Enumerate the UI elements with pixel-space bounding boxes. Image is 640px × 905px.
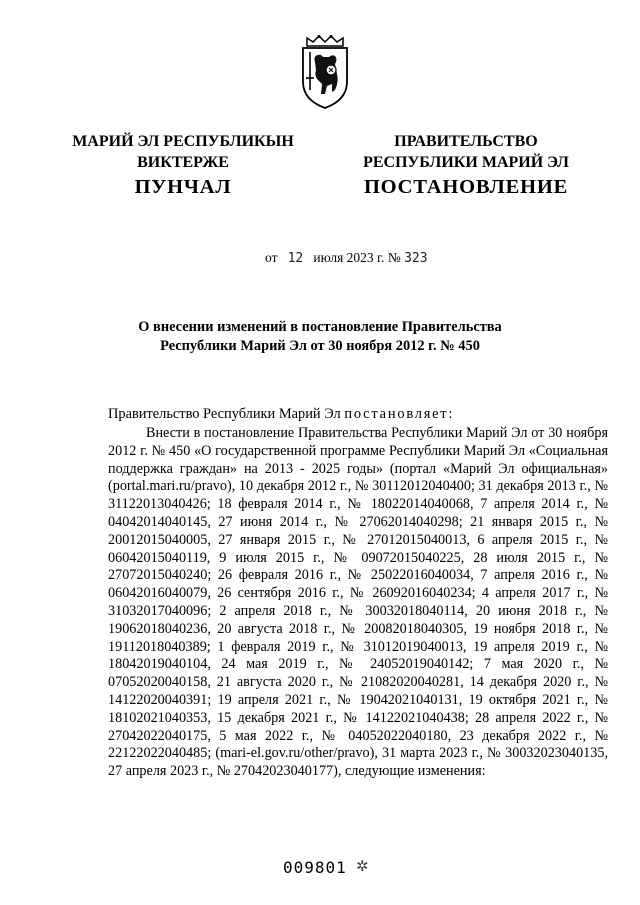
star-mark-icon: ✲ — [356, 859, 369, 875]
header-left-line2: ВИКТЕРЖЕ — [137, 154, 229, 171]
document-subject — [60, 318, 580, 356]
doc-type-right: ПОСТАНОВЛЕНИЕ — [363, 176, 569, 198]
subject-line1: О внесении изменений в постановление Правительства — [138, 319, 502, 335]
header-right-line1: ПРАВИТЕЛЬСТВО — [394, 133, 538, 150]
header-left-org — [33, 131, 333, 173]
intro-actor: Правительство Республики Марий Эл — [108, 406, 341, 422]
document-number: 323 — [404, 251, 428, 266]
intro-verb: постановляет: — [344, 406, 455, 422]
doc-type-left: ПУНЧАЛ — [134, 176, 232, 198]
main-paragraph: Внести в постановление Правительства Республики Марий Эл от 30 ноября 2012 г. № 450 «О государственной программе Республики Марий Эл «Социальная поддержка граждан» на 2013 - 2025 годы» (портал «Марий Эл официальная» (portal.mari.ru/pravo), 10 декабря 2012 г., № 30112012040400; 31 декабря 2013 г., № 31122013040426; 18 февраля 2014 г., № 18022014040068, 7 апреля 2014 г., № 04042014040145, 27 июня 2014 г., № 27062014040298; 21 января 2015 г., № 20012015040005, 27 января 2015 г., № 27012015040013, 6 апреля 2015 г., № 06042015040119, 9 июля 2015 г., № 09072015040225, 28 июля 2015 г., № 27072015040240; 26 февраля 2016 г., № 25022016040034, 7 апреля 2016 г., № 06042016040079, 26 сентября 2016 г., № 26092016040234; 4 апреля 2017 г., № 31032017040096; 2 апреля 2018 г., № 30032018040114, 20 июня 2018 г., № 19062018040236, 20 августа 2018 г., № 20082018040305, 19 ноября 2018 г., № 19112018040389; 1 февраля 2019 г., № 31012019040013, 19 апреля 2019 г., № 18042019040104, 24 мая 2019 г., № 24052019040142; 7 мая 2020 г., № 07052020040158, 21 августа 2020 г., № 21082020040281, 14 декабря 2020 г., № 14122020040391; 19 апреля 2021 г., № 19042021040131, 19 октября 2021 г., № 18102021040353, 15 декабря 2021 г., № 14122021040438; 28 апреля 2022 г., № 27042022040175, 5 мая 2022 г., № 04052022040180, 23 декабря 2022 г., № 22122022040485; (mari-el.gov.ru/other/pravo), 31 марта 2023 г., № 30032023040135, 27 апреля 2023 г., № 27042023040177), следующие изменения: — [108, 425, 608, 780]
subject-line2: Республики Марий Эл от 30 ноября 2012 г. № 450 — [160, 338, 480, 354]
intro-line — [108, 406, 608, 424]
date-prefix: от — [265, 250, 278, 265]
coat-of-arms-icon — [299, 34, 351, 110]
date-line — [265, 250, 428, 266]
date-day: 12 — [287, 251, 304, 266]
header-left-line1: МАРИЙ ЭЛ РЕСПУБЛИКЫН — [72, 133, 294, 150]
serial-number: 009801 — [283, 858, 347, 877]
date-month-year: июля 2023 г. № — [313, 250, 401, 265]
header-right-line2: РЕСПУБЛИКИ МАРИЙ ЭЛ — [363, 154, 569, 171]
header-right-org — [316, 131, 616, 173]
